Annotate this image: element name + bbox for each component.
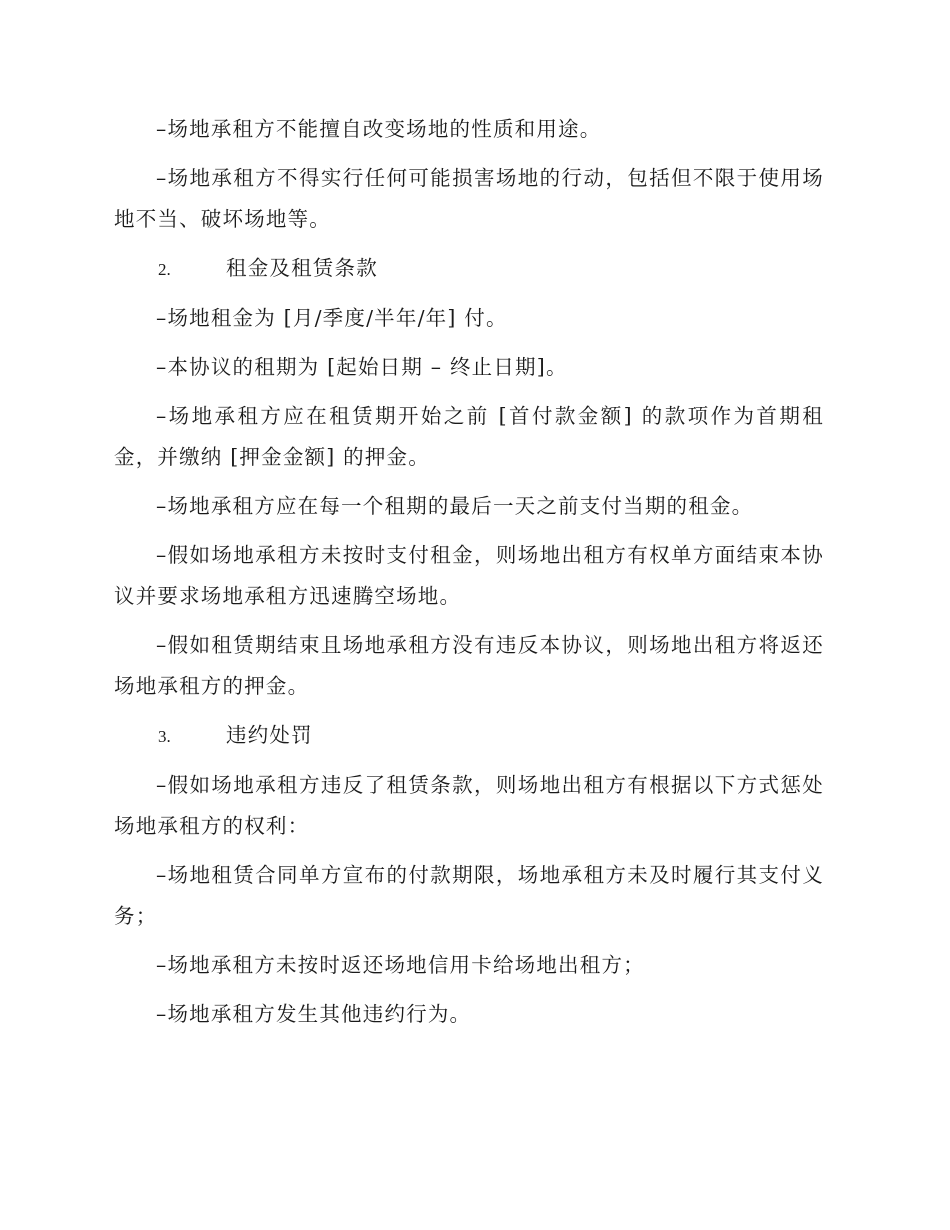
section-number: 2. bbox=[158, 260, 171, 279]
paragraph: –场地承租方应在每一个租期的最后一天之前支付当期的租金。 bbox=[156, 494, 754, 518]
paragraph: –场地承租方发生其他违约行为。 bbox=[156, 1002, 472, 1026]
paragraph: –本协议的租期为 [起始日期 – 终止日期]。 bbox=[156, 355, 568, 379]
paragraph: –场地承租方不能擅自改变场地的性质和用途。 bbox=[156, 117, 602, 141]
section-title: 违约处罚 bbox=[226, 723, 313, 747]
section-number: 3. bbox=[158, 727, 171, 746]
section-title: 租金及租赁条款 bbox=[226, 256, 378, 280]
paragraph: –场地承租方应在租赁期开始之前 [首付款金额] 的款项作为首期租金，并缴纳 [押金金额] 的押金。 bbox=[114, 404, 824, 469]
paragraph: –假如租赁期结束且场地承租方没有违反本协议，则场地出租方将返还场地承租方的押金。 bbox=[114, 633, 824, 698]
paragraph: –场地租金为 [月/季度/半年/年] 付。 bbox=[156, 306, 508, 330]
section-heading bbox=[114, 248, 824, 290]
paragraph: –假如场地承租方违反了租赁条款，则场地出租方有根据以下方式惩处场地承租方的权利： bbox=[114, 773, 824, 838]
paragraph: –场地租赁合同单方宣布的付款期限，场地承租方未及时履行其支付义务； bbox=[114, 863, 824, 928]
document-body bbox=[114, 109, 824, 1043]
section-heading bbox=[114, 715, 824, 757]
paragraph: –场地承租方未按时返还场地信用卡给场地出租方； bbox=[156, 953, 645, 977]
paragraph: –场地承租方不得实行任何可能损害场地的行动，包括但不限于使用场地不当、破坏场地等。 bbox=[114, 166, 824, 231]
paragraph: –假如场地承租方未按时支付租金，则场地出租方有权单方面结束本协议并要求场地承租方迅速腾空场地。 bbox=[114, 543, 824, 608]
